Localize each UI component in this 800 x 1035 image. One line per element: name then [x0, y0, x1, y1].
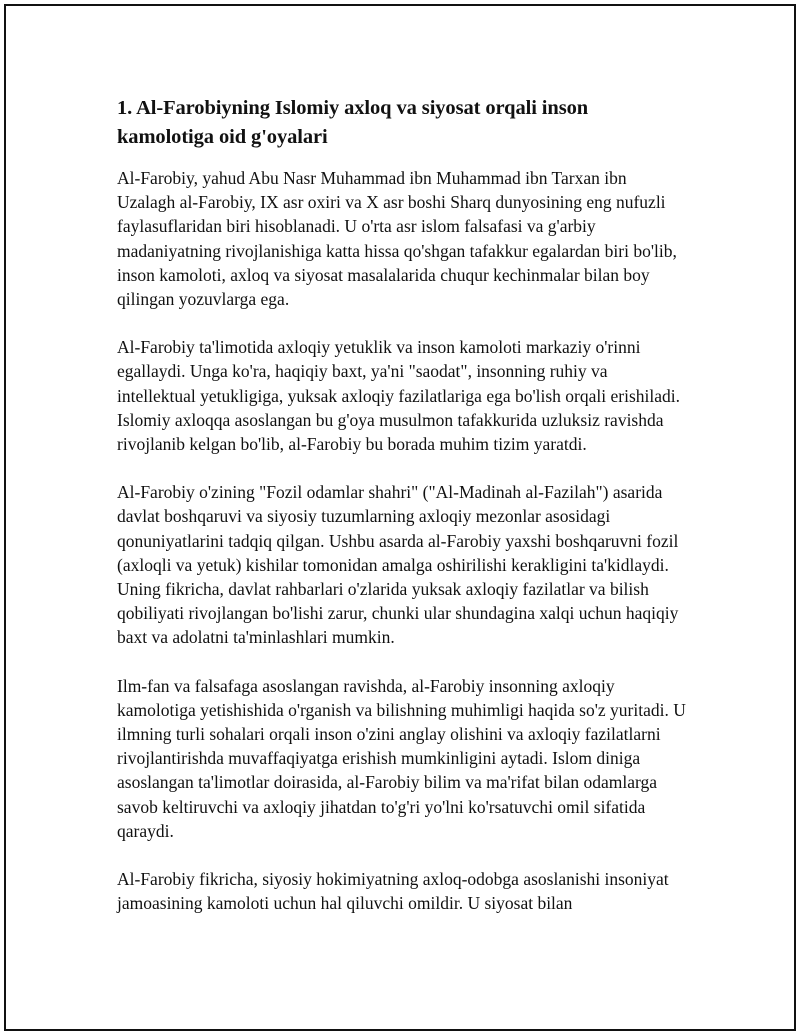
paragraph-politics: Al-Farobiy fikricha, siyosiy hokimiyatning axloq-odobga asoslanishi insoniyat jamoasining kamoloti uchun hal qiluvchi omildir. U siyosat bilan — [117, 869, 669, 914]
paragraph-virtuous-city: Al-Farobiy o'zining "Fozil odamlar shahri" ("Al-Madinah al-Fazilah") asarida davlat boshqaruvi va siyosiy tuzumlarning axloqiy mezonlar asosidagi qonuniyatlarini tadqiq qilgan. Ushbu asarda al-Farobiy yaxshi boshqaruvni fozil (axloqli va yetuk) kishilar tomonidan amalga oshirilishi kerakligini ta'kidlaydi. Uning fikricha, davlat rahbarlari o'zlarida yuksak axloqiy fazilatlar va bilish qobiliyati rivojlangan bo'lishi zarur, chunki ular shundagina xalqi uchun haqiqiy baxt va adolatni ta'minlashlari mumkin. — [117, 482, 679, 648]
document-body — [117, 94, 689, 939]
paragraph-knowledge: Ilm-fan va falsafaga asoslangan ravishda, al-Farobiy insonning axloqiy kamolotiga yetishishida o'rganish va bilishning muhimligi haqida so'z yuritadi. U ilmning turli sohalari orqali inson o'zini anglay olishini va axloqiy fazilatlarni rivojlantirishda muvaffaqiyatga erishish mumkinligini aytadi. Islom diniga asoslangan ta'limotlar doirasida, al-Farobiy bilim va ma'rifat bilan odamlarga savob keltiruvchi va axloqiy jihatdan to'g'ri yo'lni ko'rsatuvchi omil sifatida qaraydi. — [117, 675, 686, 841]
paragraph-intro: Al-Farobiy, yahud Abu Nasr Muhammad ibn Muhammad ibn Tarxan ibn Uzalagh al-Farobiy, IX asr oxiri va X asr boshi Sharq dunyosining eng nufuzli faylasuflaridan biri hisoblanadi. U o'rta asr islom falsafasi va g'arbiy madaniyatning rivojlanishiga katta hissa qo'shgan tafakkur egalardan biri bo'lib, inson kamoloti, axloq va siyosat masalalarida chuqur kechinmalar bilan boy qilingan yozuvlarga ega. — [117, 168, 677, 310]
section-heading: 1. Al-Farobiyning Islomiy axloq va siyosat orqali inson kamolotiga oid g'oyalari — [117, 97, 589, 148]
paragraph-ethics: Al-Farobiy ta'limotida axloqiy yetuklik va inson kamoloti markaziy o'rinni egallaydi. Unga ko'ra, haqiqiy baxt, ya'ni "saodat", insonning ruhiy va intellektual yetukligiga, yuksak axloqiy fazilatlariga ega bo'lish orqali erishiladi. Islomiy axloqqa asoslangan bu g'oya musulmon tafakkurida uzluksiz ravishda rivojlanib kelgan bo'lib, al-Farobiy bu borada muhim tizim yaratdi. — [117, 337, 680, 455]
